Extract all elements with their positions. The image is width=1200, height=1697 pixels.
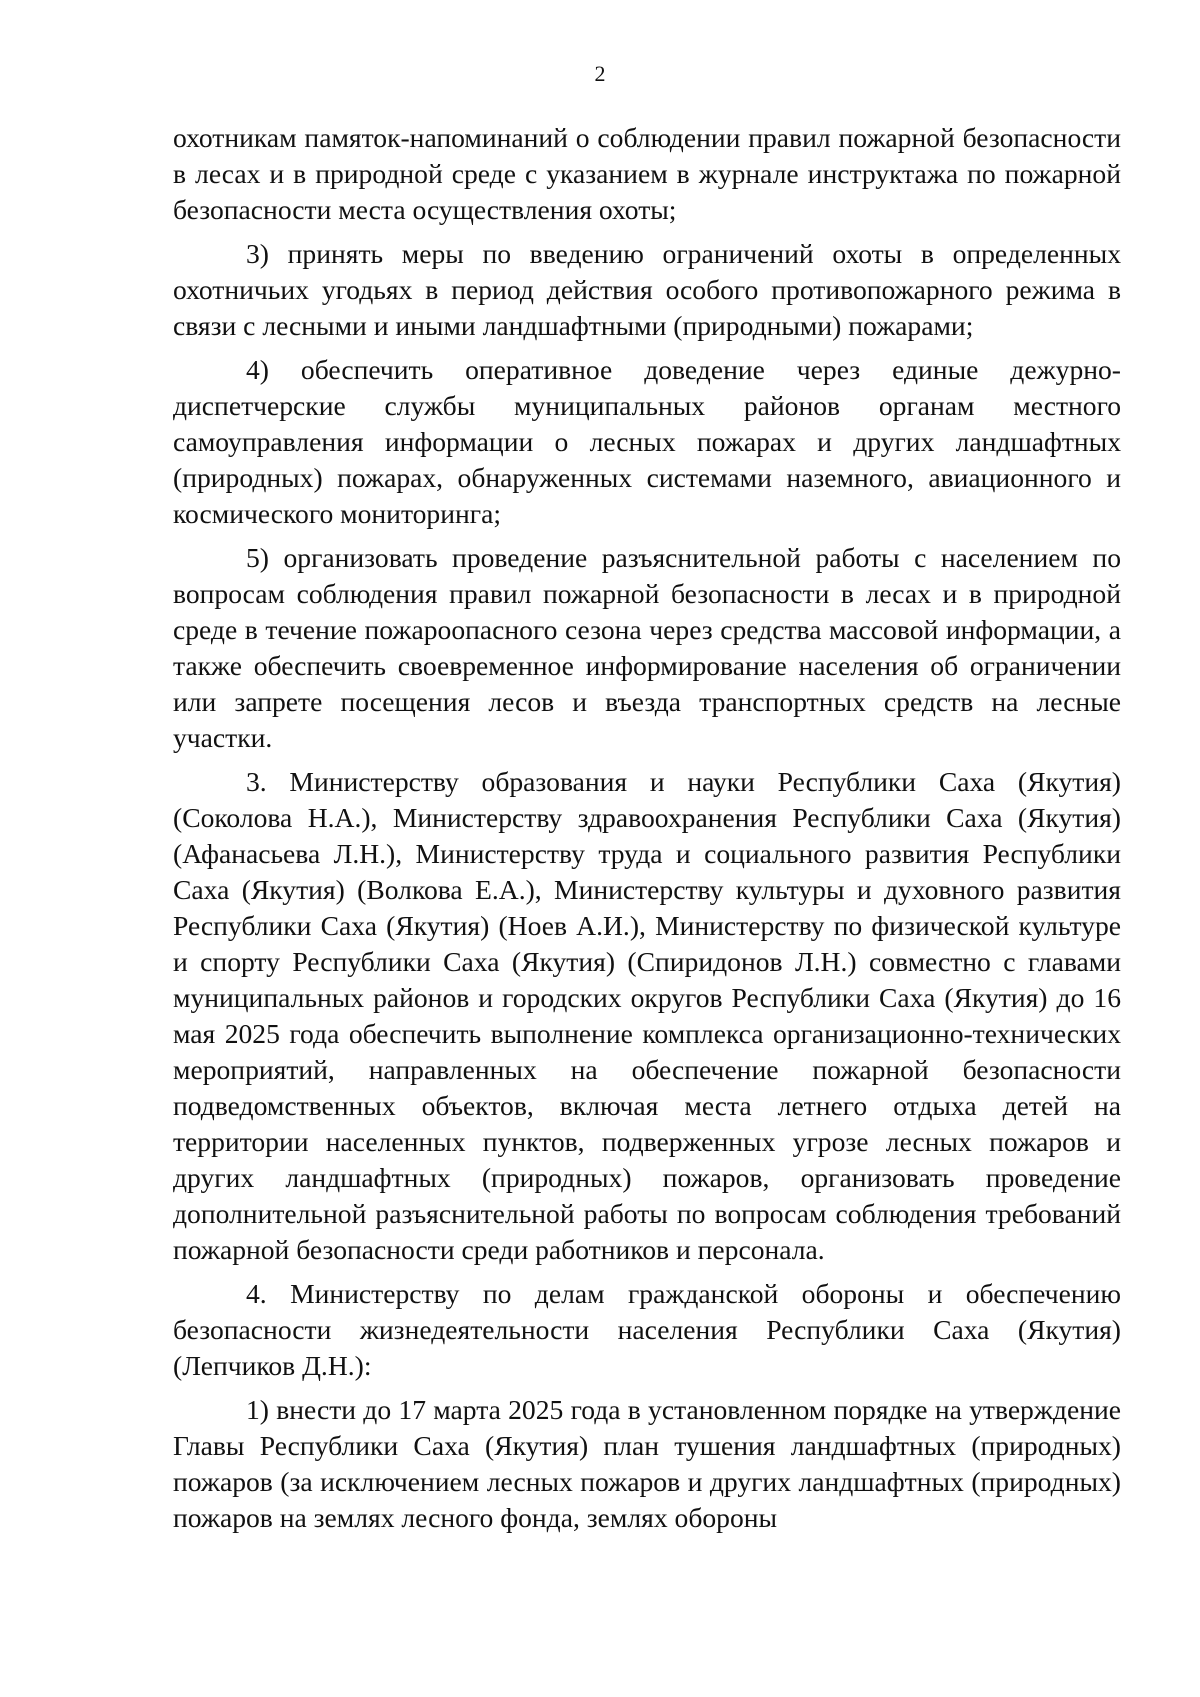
- paragraph: охотникам памяток-напоминаний о соблюдении правил пожарной безопасности в лесах и в природной среде с указанием в журнале инструктажа по пожарной безопасности места осуществления охоты;: [173, 122, 1121, 225]
- paragraph: 3. Министерству образования и науки Республики Саха (Якутия) (Соколова Н.А.), Министерству здравоохранения Республики Саха (Якутия) (Афанасьева Л.Н.), Министерству труда и социального развития Республики Саха (Якутия) (Волкова Е.А.), Министерству культуры и духовного развития Республики Саха (Якутия) (Ноев А.И.), Министерству по физической культуре и спорту Республики Саха (Якутия) (Спиридонов Л.Н.) совместно с главами муниципальных районов и городских округов Республики Саха (Якутия) до 16 мая 2025 года обеспечить выполнение комплекса организационно-технических мероприятий, направленных на обеспечение пожарной безопасности подведомственных объектов, включая места летнего отдыха детей на территории населенных пунктов, подверженных угрозе лесных пожаров и других ландшафтных (природных) пожаров, организовать проведение дополнительной разъяснительной работы по вопросам соблюдения требований пожарной безопасности среди работников и персонала.: [173, 766, 1121, 1265]
- paragraph: 4. Министерству по делам гражданской обороны и обеспечению безопасности жизнедеятельности населения Республики Саха (Якутия) (Лепчиков Д.Н.):: [173, 1278, 1121, 1381]
- paragraph: 3) принять меры по введению ограничений охоты в определенных охотничьих угодьях в период действия особого противопожарного режима в связи с лесными и иными ландшафтными (природными) пожарами;: [173, 238, 1121, 341]
- paragraph: 1) внести до 17 марта 2025 года в установленном порядке на утверждение Главы Республики Саха (Якутия) план тушения ландшафтных (природных) пожаров (за исключением лесных пожаров и других ландшафтных (природных) пожаров на землях лесного фонда, землях обороны: [173, 1394, 1121, 1533]
- document-body: [173, 120, 1121, 1544]
- paragraph: 4) обеспечить оперативное доведение через единые дежурно-диспетчерские службы муниципальных районов органам местного самоуправления информации о лесных пожарах и других ландшафтных (природных) пожарах, обнаруженных системами наземного, авиационного и космического мониторинга;: [173, 354, 1121, 529]
- page-number: 2: [594, 61, 606, 86]
- paragraph: 5) организовать проведение разъяснительной работы с населением по вопросам соблюдения правил пожарной безопасности в лесах и в природной среде в течение пожароопасного сезона через средства массовой информации, а также обеспечить своевременное информирование населения об ограничении или запрете посещения лесов и въезда транспортных средств на лесные участки.: [173, 542, 1121, 753]
